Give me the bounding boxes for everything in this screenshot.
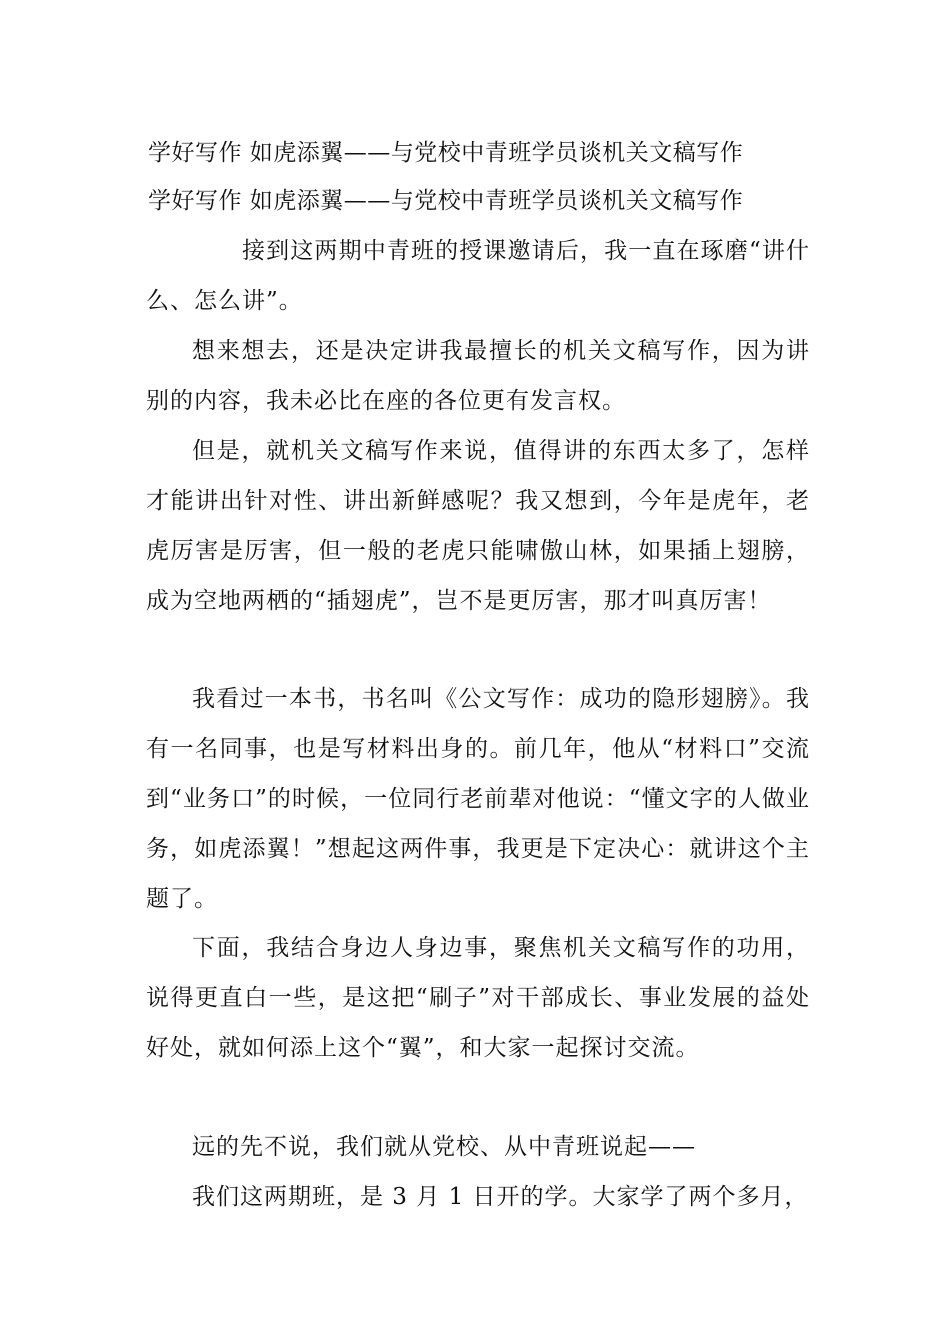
paragraph-6: 远的先不说，我们就从党校、从中青班说起—— <box>192 1134 696 1160</box>
document-title-line-1: 学好写作 如虎添翼——与党校中青班学员谈机关文稿写作 <box>148 140 744 166</box>
paragraph-1: 接到这两期中青班的授课邀请后，我一直在琢磨“讲什么、怎么讲”。 <box>146 238 810 314</box>
paragraph-3: 但是，就机关文稿写作来说，值得讲的东西太多了，怎样才能讲出针对性、讲出新鲜感呢？我又想到，今年是虎年，老虎厉害是厉害，但一般的老虎只能啸傲山林，如果插上翅膀，成为空地两栖的“插翅虎”，岂不是更厉害，那才叫真厉害！ <box>146 438 810 614</box>
paragraph-7: 我们这两期班，是 3 月 1 日开的学。大家学了两个多月， <box>192 1184 809 1210</box>
paragraph-4: 我看过一本书，书名叫《公文写作：成功的隐形翅膀》。我有一名同事，也是写材料出身的。前几年，他从“材料口”交流到“业务口”的时候，一位同行老前辈对他说：“懂文字的人做业务，如虎添翼！”想起这两件事，我更是下定决心：就讲这个主题了。 <box>146 686 810 912</box>
paragraph-5: 下面，我结合身边人身边事，聚焦机关文稿写作的功用，说得更直白一些，是这把“刷子”对干部成长、事业发展的益处好处，就如何添上这个“翼”，和大家一起探讨交流。 <box>146 935 810 1061</box>
document-title-line-2: 学好写作 如虎添翼——与党校中青班学员谈机关文稿写作 <box>148 188 744 214</box>
paragraph-2: 想来想去，还是决定讲我最擅长的机关文稿写作，因为讲别的内容，我未必比在座的各位更有发言权。 <box>146 338 810 414</box>
